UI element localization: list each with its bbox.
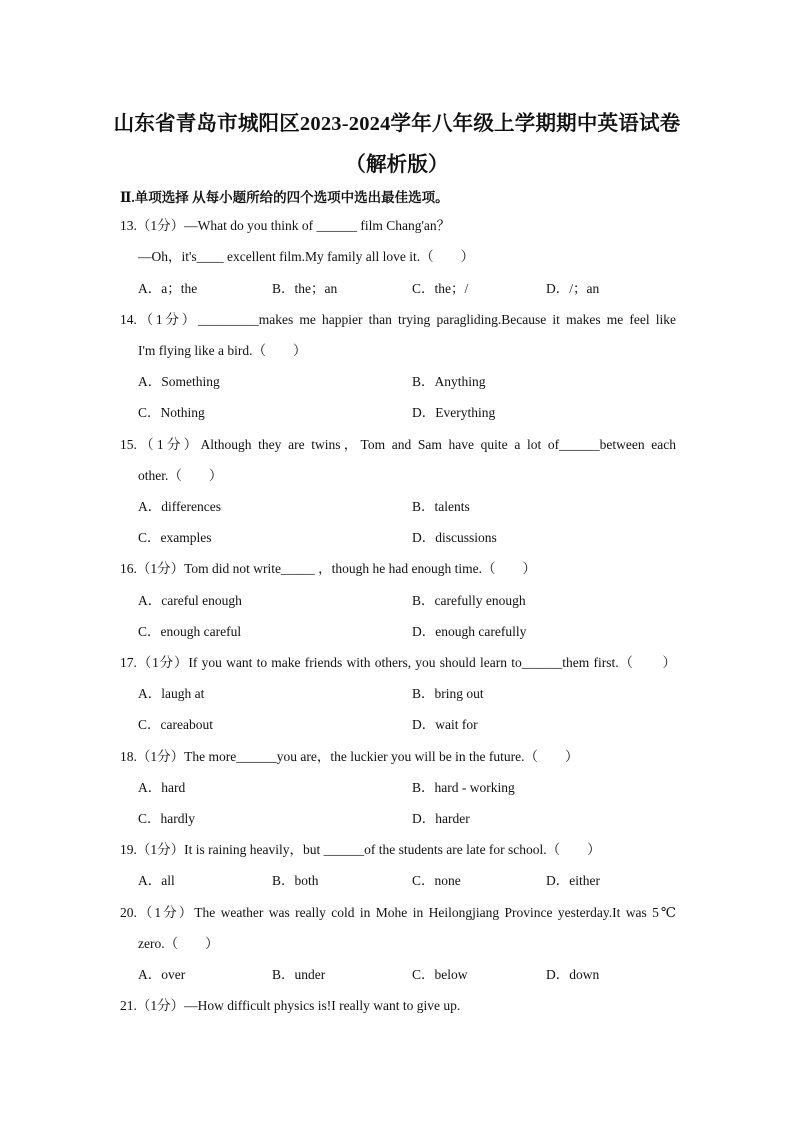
question-18-option-b[interactable]: B．hard - working: [412, 780, 515, 795]
section-heading: Ⅱ.单项选择 从每小题所给的四个选项中选出最佳选项。: [120, 190, 449, 205]
question-17-option-a[interactable]: A．laugh at: [138, 686, 205, 701]
question-14-continuation: I'm flying like a bird.（ ）: [138, 343, 307, 358]
question-18-stem: 18.（1分）The more______you are，the luckier you will be in the future.（ ）: [120, 749, 579, 764]
question-19-option-d[interactable]: D．either: [546, 873, 600, 888]
question-20-option-a[interactable]: A．over: [138, 967, 186, 982]
question-13-option-b[interactable]: B．the；an: [272, 281, 338, 296]
question-15-stem: 15.（1分）Although they are twins，Tom and Sam have quite a lot of______between each: [120, 437, 676, 452]
question-20-option-d[interactable]: D．down: [546, 967, 600, 982]
question-19-option-b[interactable]: B．both: [272, 873, 319, 888]
question-18-option-d[interactable]: D．harder: [412, 811, 470, 826]
question-15-continuation: other.（ ）: [138, 468, 223, 483]
question-13-continuation: —Oh，it's____ excellent film.My family all love it.（ ）: [138, 249, 475, 264]
question-17-option-d[interactable]: D．wait for: [412, 717, 478, 732]
question-18-option-c[interactable]: C．hardly: [138, 811, 195, 826]
question-16-option-c[interactable]: C．enough careful: [138, 624, 242, 639]
question-20-stem: 20.（1分）The weather was really cold in Mohe in Heilongjiang Province yesterday.It was 5℃: [120, 905, 676, 920]
question-15-option-a[interactable]: A．differences: [138, 499, 221, 514]
question-14-option-b[interactable]: B．Anything: [412, 374, 486, 389]
question-14-option-c[interactable]: C．Nothing: [138, 405, 205, 420]
question-20-continuation: zero.（ ）: [138, 936, 219, 951]
title-line-2: （解析版）: [345, 154, 449, 176]
question-16-option-d[interactable]: D．enough carefully: [412, 624, 527, 639]
question-13-option-c[interactable]: C．the；/: [412, 281, 469, 296]
question-13-option-a[interactable]: A．a；the: [138, 281, 198, 296]
question-14-option-d[interactable]: D．Everything: [412, 405, 496, 420]
question-19-stem: 19.（1分）It is raining heavily，but ______of the students are late for school.（ ）: [120, 842, 601, 857]
question-19-option-a[interactable]: A．all: [138, 873, 175, 888]
question-14-stem: 14.（1分）_________makes me happier than trying paragliding.Because it makes me feel like: [120, 312, 676, 327]
question-18-option-a[interactable]: A．hard: [138, 780, 186, 795]
question-17-stem: 17.（1分）If you want to make friends with others, you should learn to______them first.（ ）: [120, 655, 676, 670]
question-16-option-b[interactable]: B．carefully enough: [412, 593, 526, 608]
question-14-option-a[interactable]: A．Something: [138, 374, 220, 389]
question-20-option-b[interactable]: B．under: [272, 967, 326, 982]
question-15-option-d[interactable]: D．discussions: [412, 530, 497, 545]
question-20-option-c[interactable]: C．below: [412, 967, 468, 982]
question-17-option-c[interactable]: C．careabout: [138, 717, 213, 732]
question-13-stem: 13.（1分）—What do you think of ______ film Chang'an？: [120, 218, 451, 233]
question-19-option-c[interactable]: C．none: [412, 873, 461, 888]
question-15-option-b[interactable]: B．talents: [412, 499, 470, 514]
question-21-stem: 21.（1分）—How difficult physics is!I really want to give up.: [120, 998, 461, 1013]
question-13-option-d[interactable]: D．/；an: [546, 281, 600, 296]
question-16-stem: 16.（1分）Tom did not write_____ ，though he had enough time.（ ）: [120, 561, 537, 576]
title-line-1: 山东省青岛市城阳区2023-2024学年八年级上学期期中英语试卷: [113, 113, 681, 135]
question-15-option-c[interactable]: C．examples: [138, 530, 212, 545]
question-17-option-b[interactable]: B．bring out: [412, 686, 484, 701]
question-16-option-a[interactable]: A．careful enough: [138, 593, 242, 608]
